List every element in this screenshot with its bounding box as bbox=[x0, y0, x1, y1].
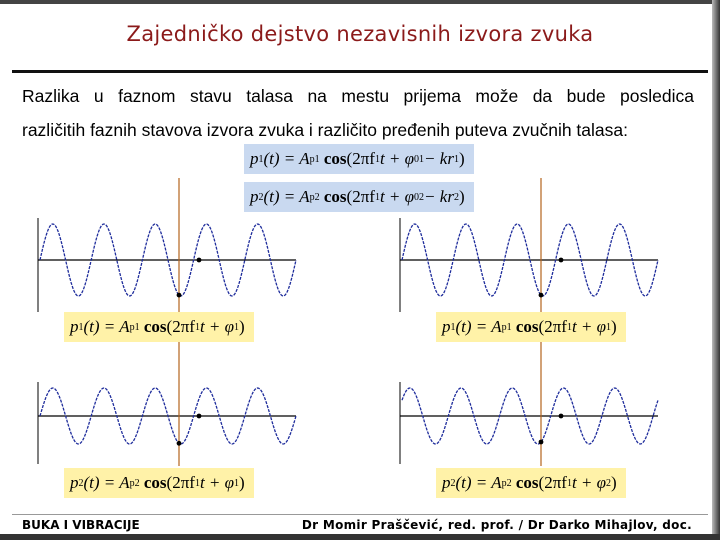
wave-plot-right-bottom bbox=[396, 342, 664, 466]
slide-frame-bottom bbox=[0, 534, 720, 540]
axis-point bbox=[559, 258, 564, 263]
formula-right-top: p 1 (t) = A p1 cos (2πf 1 t + φ 1 ) bbox=[436, 312, 626, 342]
axis-point bbox=[559, 414, 564, 419]
formula-p1-full: p 1 (t) = A p1 cos (2πf 1 t + φ 01 − kr 1 ) bbox=[244, 144, 474, 174]
formula-left-bottom: p 2 (t) = A p2 cos (2πf 1 t + φ 1 ) bbox=[64, 468, 254, 498]
footer-divider bbox=[12, 514, 708, 515]
axis-point bbox=[197, 258, 202, 263]
footer-authors: Dr Momir Praščević, red. prof. / Dr Darko Mihajlov, doc. bbox=[301, 518, 692, 532]
formula-right-bottom: p 2 (t) = A p2 cos (2πf 1 t + φ 2 ) bbox=[436, 468, 626, 498]
footer-course: BUKA I VIBRACIJE bbox=[22, 518, 140, 532]
axis-point bbox=[197, 414, 202, 419]
body-text-line-1: Razlika u faznom stavu talasa na mestu prijema može da bude posledica bbox=[22, 86, 694, 106]
slide-title: Zajedničko dejstvo nezavisnih izvora zvuka bbox=[126, 22, 594, 46]
slide-frame-right bbox=[712, 0, 720, 540]
phase-point bbox=[539, 293, 544, 298]
phase-point bbox=[177, 441, 182, 446]
title-divider bbox=[12, 70, 708, 73]
formula-p2-full: p 2 (t) = A p2 cos (2πf 1 t + φ 02 − kr 2 ) bbox=[244, 182, 474, 212]
wave-plot-left-bottom bbox=[34, 342, 302, 466]
wave-plot-right-top bbox=[396, 178, 664, 314]
formula-left-top: p 1 (t) = A p1 cos (2πf 1 t + φ 1 ) bbox=[64, 312, 254, 342]
phase-point bbox=[177, 293, 182, 298]
phase-point bbox=[539, 440, 544, 445]
wave-plot-left-top bbox=[34, 178, 302, 314]
body-text-line-2: različitih faznih stavova izvora zvuka i različito pređenih puteva zvučnih talasa: bbox=[22, 120, 628, 140]
slide-frame-top bbox=[0, 0, 720, 4]
